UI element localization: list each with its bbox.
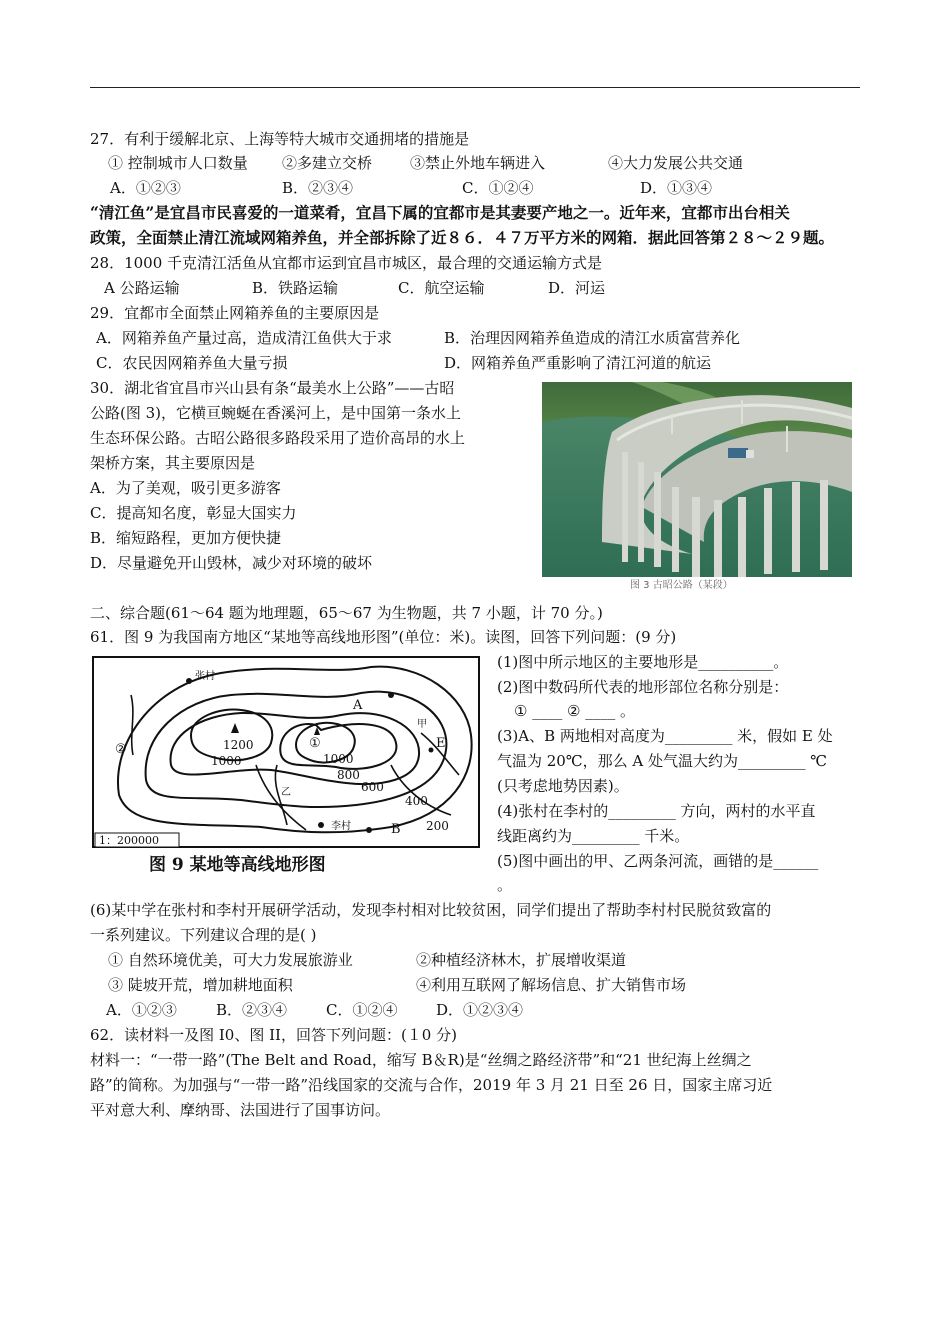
q30-stem-line: 生态环保公路。古昭公路很多路段采用了造价高昂的水上 xyxy=(90,429,466,447)
q61-sub6: (6)某中学在张村和李村开展研学活动，发现李村相对比较贫困，同学们提出了帮助李村村民脱贫致富的 xyxy=(90,901,772,919)
q28-option-b[interactable]: B．铁路运输 xyxy=(252,279,339,297)
q27-item: ②多建立交桥 xyxy=(282,154,373,172)
q61-sub4: (4)张村在李村的_________ 方向，两村的水平直 xyxy=(497,802,816,820)
q29-option-a[interactable]: A．网箱养鱼产量过高，造成清江鱼供大于求 xyxy=(96,329,392,347)
q30-stem-line: 架桥方案，其主要原因是 xyxy=(90,454,256,472)
contour-label: 1200 xyxy=(223,738,254,752)
q62-stem: 62．读材料一及图 I0、图 II，回答下列问题：(１0 分) xyxy=(90,1026,457,1044)
contour-map xyxy=(91,655,483,880)
q27-option-d[interactable]: D．①③④ xyxy=(640,179,713,197)
village-zhang-label: 张村 xyxy=(195,671,215,682)
section-title: 二、综合题(61～64 题为地理题，65～67 为生物题，共 7 小题，计 70 分。) xyxy=(90,604,603,622)
q30-option-c[interactable]: C．提高知名度，彰显大国实力 xyxy=(90,504,297,522)
figure-caption: 图 3 古昭公路（某段） xyxy=(630,580,733,591)
q30-stem-line: 30．湖北省宜昌市兴山县有条“最美水上公路”——古昭 xyxy=(90,379,455,397)
q61-sub6-item: ④利用互联网了解场信息、扩大销售市场 xyxy=(416,976,687,994)
river-yi-label: 乙 xyxy=(281,787,291,798)
q61-sub5-line: 。 xyxy=(497,876,513,894)
q28-option-a[interactable]: A 公路运输 xyxy=(104,279,180,297)
bridge-photo xyxy=(542,382,852,592)
contour-label: 400 xyxy=(405,794,428,808)
contour-label: 800 xyxy=(337,768,360,782)
map-caption: 图 9 某地等高线地形图 xyxy=(149,855,326,875)
q61-sub6-option-d[interactable]: D．①②③④ xyxy=(436,1001,524,1019)
q28-stem: 28．1000 千克清江活鱼从宜都市运到宜昌市城区，最合理的交通运输方式是 xyxy=(90,254,603,272)
point-a-label: A xyxy=(353,698,363,713)
contour-label: 1000 xyxy=(323,752,354,766)
q28-option-d[interactable]: D．河运 xyxy=(548,279,606,297)
q27-item: ① 控制城市人口数量 xyxy=(108,154,248,172)
q61-sub2-blanks: ① ____ ② ____ 。 xyxy=(514,702,635,720)
q27-option-b[interactable]: B．②③④ xyxy=(282,179,354,197)
q27-option-a[interactable]: A．①②③ xyxy=(110,179,181,197)
q27-option-c[interactable]: C．①②④ xyxy=(462,179,534,197)
q61-sub3-line: 气温为 20℃，那么 A 处气温大约为_________ ℃ xyxy=(497,752,828,770)
q29-option-c[interactable]: C．农民因网箱养鱼大量亏损 xyxy=(96,354,288,372)
point-e-label: E xyxy=(436,736,446,751)
q61-sub6-line: 一系列建议。下列建议合理的是( ) xyxy=(90,926,317,944)
q27-stem: 27．有利于缓解北京、上海等特大城市交通拥堵的措施是 xyxy=(90,130,470,148)
contour-label: 200 xyxy=(426,819,449,833)
q61-sub2: (2)图中数码所代表的地形部位名称分别是： xyxy=(497,678,789,696)
material-line: 政策，全面禁止清江流域网箱养鱼，并全部拆除了近８６．４７万平方米的网箱．据此回答第２８～２９题。 xyxy=(90,228,835,247)
village-li-label: 李村 xyxy=(331,821,351,832)
q61-sub3: (3)A、B 两地相对高度为_________ 米，假如 E 处 xyxy=(497,727,833,745)
q27-item: ③禁止外地车辆进入 xyxy=(410,154,546,172)
q29-stem: 29．宜都市全面禁止网箱养鱼的主要原因是 xyxy=(90,304,380,322)
q30-stem-line: 公路(图 3)，它横亘蜿蜒在香溪河上，是中国第一条水上 xyxy=(90,404,462,422)
q27-item: ④大力发展公共交通 xyxy=(608,154,744,172)
q61-sub6-option-b[interactable]: B．②③④ xyxy=(216,1001,288,1019)
q61-sub6-option-c[interactable]: C．①②④ xyxy=(326,1001,398,1019)
header-rule xyxy=(90,87,860,88)
contour-label: 1000 xyxy=(211,754,242,768)
q61-sub5: (5)图中画出的甲、乙两条河流，画错的是______ xyxy=(497,852,819,870)
number-2-label: ② xyxy=(115,742,127,757)
q29-option-d[interactable]: D．网箱养鱼严重影响了清江河道的航运 xyxy=(444,354,712,372)
q30-option-b[interactable]: B．缩短路程，更加方便快捷 xyxy=(90,529,282,547)
q28-option-c[interactable]: C．航空运输 xyxy=(398,279,485,297)
q62-material-line: 平对意大利、摩纳哥、法国进行了国事访问。 xyxy=(90,1101,391,1119)
number-1-label: ① xyxy=(309,736,321,751)
q61-sub6-option-a[interactable]: A．①②③ xyxy=(106,1001,177,1019)
q61-sub6-item: ③ 陡坡开荒，增加耕地面积 xyxy=(108,976,293,994)
q61-sub6-item: ① 自然环境优美，可大力发展旅游业 xyxy=(108,951,353,969)
material-line: “清江鱼”是宜昌市民喜爱的一道菜肴，宜昌下属的宜都市是其妻要产地之一。近年来，宜都市出台相关 xyxy=(90,203,790,222)
q62-material-line: 材料一：“一带一路”(The Belt and Road，缩写 B＆R)是“丝绸之路经济带”和“21 世纪海上丝绸之 xyxy=(90,1051,752,1069)
q30-option-d[interactable]: D．尽量避免开山毁林，减少对环境的破坏 xyxy=(90,554,373,572)
q29-option-b[interactable]: B．治理因网箱养鱼造成的清江水质富营养化 xyxy=(444,329,741,347)
q61-sub4-line: 线距离约为_________ 千米。 xyxy=(497,827,690,845)
map-scale: 1：200000 xyxy=(99,834,159,847)
q62-material-line: 路”的简称。为加强与“一带一路”沿线国家的交流与合作，2019 年 3 月 21 日至 26 日，国家主席习近 xyxy=(90,1076,773,1094)
q61-stem: 61．图 9 为我国南方地区“某地等高线地形图”(单位：米)。读图，回答下列问题：(9 分) xyxy=(90,628,677,646)
q61-sub3-line: (只考虑地势因素)。 xyxy=(497,777,629,795)
point-b-label: B xyxy=(391,822,401,837)
q61-sub6-item: ②种植经济林木，扩展增收渠道 xyxy=(416,951,627,969)
river-jia-label: 甲 xyxy=(417,719,427,730)
q61-sub1: (1)图中所示地区的主要地形是__________。 xyxy=(497,653,789,671)
q30-option-a[interactable]: A．为了美观，吸引更多游客 xyxy=(90,479,281,497)
contour-label: 600 xyxy=(361,780,384,794)
